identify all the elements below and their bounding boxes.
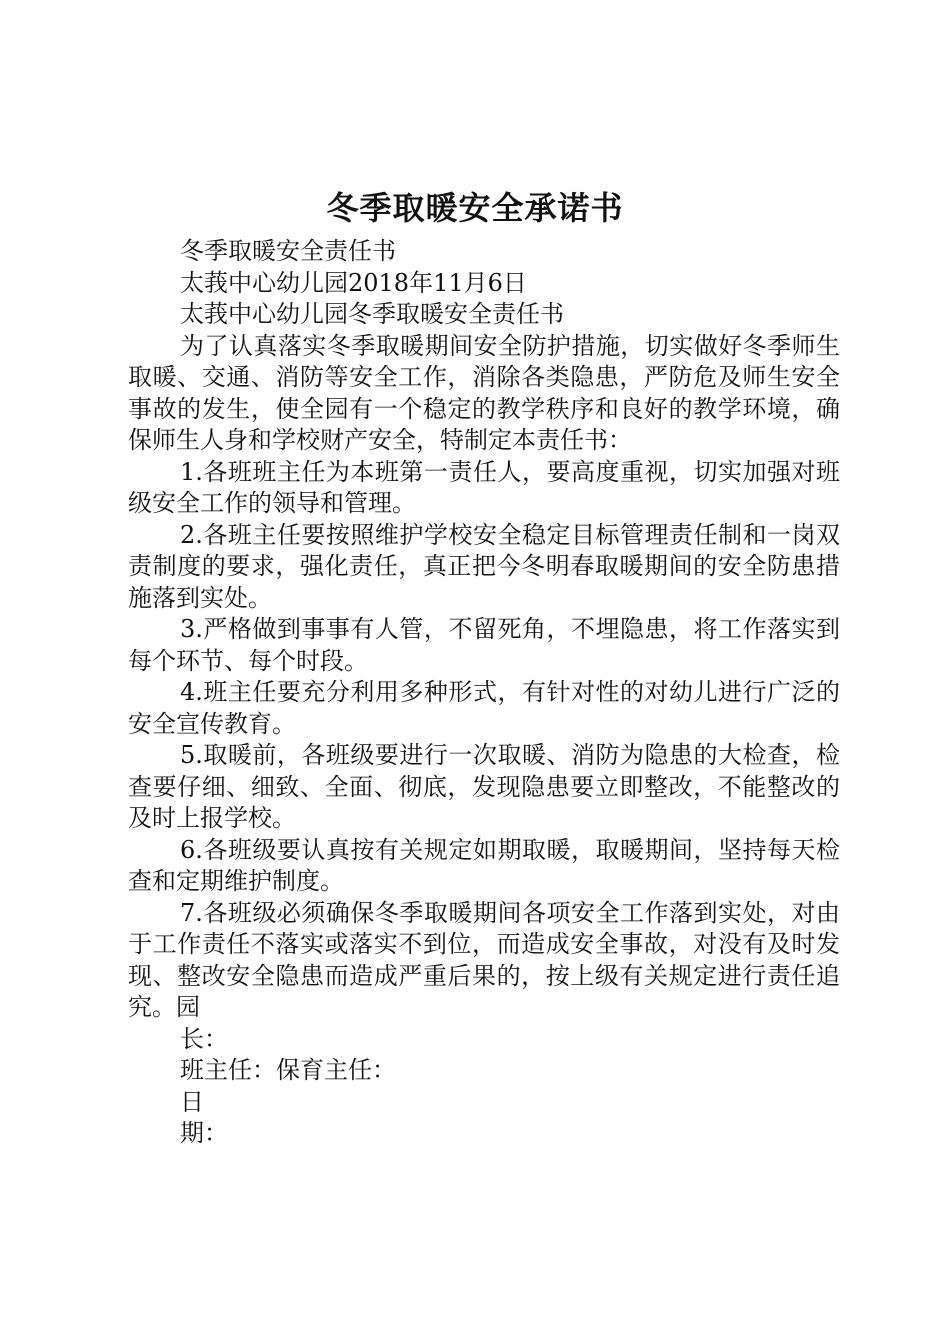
teacher-sign-line: 班主任：保育主任： [180,1056,396,1084]
intro-paragraph: 为了认真落实冬季取暖期间安全防护措施，切实做好冬季师生取暖、交通、消防等安全工作，消除各类隐患，严防危及师生安全事故的发生，使全园有一个稳定的教学秩序和良好的教学环境，确保师生人身和学校财产安全，特制定本责任书： [128,331,840,454]
subtitle-line: 冬季取暖安全责任书 [180,237,396,265]
item-paragraph-1: 1.各班班主任为本班第一责任人，要高度重视，切实加强对班级安全工作的领导和管理。 [128,457,840,517]
item-paragraph-5: 5.取暖前，各班级要进行一次取暖、消防为隐患的大检查，检查要仔细、细致、全面、彻底，发现隐患要立即整改，不能整改的及时上报学校。 [128,741,840,832]
item-paragraph-3: 3.严格做到事事有人管，不留死角，不埋隐患，将工作落实到每个环节、每个时段。 [128,615,840,675]
org-date-line: 太莪中心幼儿园2018年11月6日 [180,268,527,297]
item-paragraph-6: 6.各班级要认真按有关规定如期取暖，取暖期间，坚持每天检查和定期维护制度。 [128,835,840,895]
item-paragraph-2: 2.各班主任要按照维护学校安全稳定目标管理责任制和一岗双责制度的要求，强化责任，真正把今冬明春取暖期间的安全防患措施落到实处。 [128,520,840,612]
item-paragraph-7: 7.各班级必须确保冬季取暖期间各项安全工作落到实处，对由于工作责任不落实或落实不到位，而造成安全事故，对没有及时发现、整改安全隐患而造成严重后果的，按上级有关规定进行责任追究。园 [128,898,840,1021]
heading-line: 太莪中心幼儿园冬季取暖安全责任书 [180,300,564,328]
document-title: 冬季取暖安全承诺书 [326,189,624,227]
document-body [128,236,840,1150]
principal-sign-line: 长： [180,1024,228,1053]
date-sign-line-1: 日 [180,1087,204,1116]
item-paragraph-4: 4.班主任要充分利用多种形式，有针对性的对幼儿进行广泛的安全宣传教育。 [128,678,840,738]
date-sign-line-2: 期： [180,1119,228,1147]
